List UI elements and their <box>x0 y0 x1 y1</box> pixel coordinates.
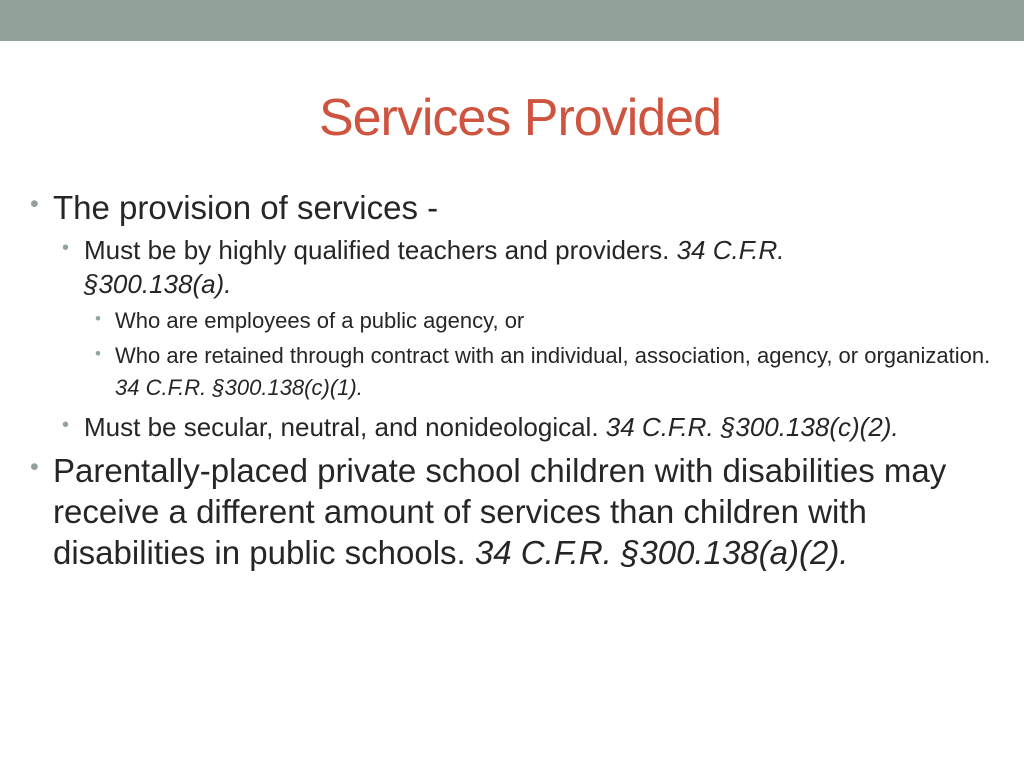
bullet-text: Who are retained through contract with an individual, association, agency, or organization. <box>115 343 991 368</box>
bullet-dot-icon: • <box>62 414 70 436</box>
bullet-level1-provision <box>30 187 993 228</box>
bullet-dot-icon: • <box>30 190 39 218</box>
legal-citation: 34 C.F.R. §300.138(a). <box>84 235 785 299</box>
legal-citation: 34 C.F.R. §300.138(a)(2). <box>474 534 849 571</box>
bullet-level1-parentally-placed <box>30 450 988 573</box>
bullet-text: Who are employees of a public agency, or <box>115 308 525 333</box>
bullet-dot-icon: • <box>95 309 101 328</box>
bullet-text: Must be secular, neutral, and nonideological. <box>84 412 606 442</box>
bullet-text: Parentally-placed private school children with disabilities may receive a different amount of services than children with disabilities in public schools. <box>53 452 947 571</box>
bullet-text: Must be by highly qualified teachers and providers. <box>84 235 677 265</box>
bullet-dot-icon: • <box>62 237 70 259</box>
bullet-level2-qualified <box>62 233 884 301</box>
bullet-level3-employees <box>95 305 1005 337</box>
slide-title: Services Provided <box>318 89 722 147</box>
legal-citation: 34 C.F.R. §300.138(c)(2). <box>605 412 899 442</box>
bullet-dot-icon: • <box>30 453 39 481</box>
bullet-level3-contract <box>95 340 995 404</box>
bullet-dot-icon: • <box>95 344 101 363</box>
legal-citation: 34 C.F.R. §300.138(c)(1). <box>115 375 363 400</box>
bullet-text: The provision of services - <box>53 189 439 226</box>
bullet-level2-secular <box>62 410 1014 444</box>
top-accent-bar <box>0 0 1024 41</box>
